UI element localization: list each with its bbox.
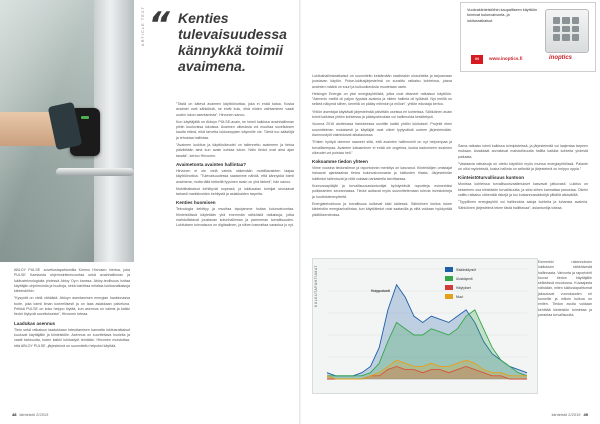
legend-label: Muut xyxy=(456,294,464,299)
paragraph: Esimerkki rakennuksen lukituksen sähköisestä hallinnasta. Valvonta ja raportointi tuovat tiedon käyttäjälle selkeässä muodossa. Kuvaajasta nähdään, miten lukitustapahtumat jakautuvat vuorokauden eri tunneille ja milloin kulkua on eniten. Tiedon avulla voidaan kehittää kiinteistön toimintaa ja parantaa turvallisuutta. xyxy=(538,260,592,317)
legend-item xyxy=(445,274,531,283)
paragraph: Sama ratkaisu toimii kaikissa toimipisteissä, ja järjestelmää voi laajentaa tarpeen mukaan. Asiakkaat arvostavat mahdollisuutta hallita kaikkia kohteita yhdestä paikasta. xyxy=(458,144,588,159)
chart-annotation: Huipputunti xyxy=(371,289,391,293)
door-reader-photo xyxy=(0,0,134,262)
paragraph: ABLOY PULSE -sovellustapahtumilla Kimmo Hirvosen hiertoa, joka PULSE Kaestosta ohjelmointineuvontaa sekä avainhallinnan ja lukitusteknologioita yhdessä Abloy Oy:n kanssa. Abloy-teollisuus hoitaa käyttäjän ohjelmointia ja huoltoja, sekä toimittaa erilaisia lukitusratkaisuja kiinteistöihin. xyxy=(14,268,130,294)
legend-label: Sisäänkäynnit xyxy=(456,267,476,272)
paragraph: ”Kysyntä on vielä vähäistä. Abloyn asentaminen energian hankinnassa tuote, joka toimii ilman koneellisesti ja on taas asiakkaan palveluna. Pelkkä PULSE on koko helppo löytää, kun asennus on valmis ja kaikki tiedot löytyvät sovelluksesta”, Hirvonen toteaa. xyxy=(14,296,130,317)
paragraph: Yhtiön asentajat käyttävät järjestelmää päivittäin useissa eri kohteissa. Sähköinen avain toimii kaikissa yhtiön kohteissa ja pääsyoikeuksia voi hallinnoida keskitetysti. xyxy=(312,109,452,120)
subheading: Kenties huomisen xyxy=(176,200,216,206)
paragraph: ”Tästä on kätevä avaimen käyttöönottaa, joka ei enää katoa. Koska avaimet ovat sähköisiä, ne eivät kulu, eikä niiden vaihtaminen vaadi uuden lukon asentamista”, Hirvonen sanoo. xyxy=(176,102,294,117)
footer-left xyxy=(12,412,48,417)
footer-right xyxy=(552,412,588,417)
ad-line: Vuokrakiinteistöihin kaupalliseen käyttöön xyxy=(467,8,538,12)
page-number-left: 48 xyxy=(12,412,17,417)
legend-label: Hälytykset xyxy=(456,285,471,290)
paragraph: ”Vastaavia ratkaisuja on otettu käyttöön myös muissa energiayhtiöissä. Palaute on ollut myönteistä, koska hallinta on selkeää ja järjestelmä on helppo oppia.” xyxy=(458,161,588,172)
ad-text xyxy=(467,8,539,24)
legend-swatch xyxy=(445,285,453,290)
door-frame xyxy=(94,0,134,262)
article-headline: Kenties tulevaisuudessa kännykkä toimii avaimena. xyxy=(178,10,287,74)
legend-item xyxy=(445,283,531,292)
paragraph: Teknologia kehittyy ja muuttaa tapojamme hoitaa kulunvalvontaa. Kiinteistöissä käytetään yhä enemmän sähköisiä ratkaisuja, jotka mahdollistavat joustavan kulunhallinnan ja paremman turvallisuuden. Lukituksen tulevaisuus on digitaalinen, ja siihen kannattaa varautua jo nyt. xyxy=(176,207,294,228)
paragraph: Mobiiliratkaisut kehittyvät nopeasti, ja lukitusalan toimijat seuraavat tarkasti markkinoiden kehitystä ja asiakkaiden tarpeita. xyxy=(176,186,294,197)
reader-led-icon xyxy=(81,116,89,119)
legend-item xyxy=(445,292,531,301)
column-1 xyxy=(14,268,130,408)
column-3 xyxy=(312,74,452,254)
quote-mark-icon: “ xyxy=(143,5,172,45)
paragraph: Helsingin Energia on yksi energiayhtiöistä, jotka ovat ottaneet ratkaisun käyttöön. ”Aiemmin meillä oli paljon fyysisiä avaimia ja niiden hallinta oli työlästä. Nyt meillä on selkeä näkymä siihen, kenellä on pääsy mihinkin ja milloin”, yhtiön edustaja kertoo. xyxy=(312,91,452,107)
legend-swatch xyxy=(445,276,453,281)
footer-left-text: kiinteistö 2/2019 xyxy=(19,412,49,417)
paragraph: Hirvonen ei ole vielä valmis näkemään mobiiliavainten laajaa käyttöönottoa. ”Tulevaisuudessa saatamme nähdä, että kännykkä toimii avaimena, mutta tällä hetkellä fyysinen avain on yhä tärkeä”, hän sanoo. xyxy=(176,168,294,184)
ad-line: lukitusratkaisut. xyxy=(467,18,494,23)
door-handle xyxy=(56,168,134,176)
paragraph: Energiatehokkuus ja turvallisuus kulkevat käsi kädessä. Sähköinen lukitus tukee kiinteistön energianhallintaa, kun käyttötiedot ovat saatavilla ja niitä voidaan hyödyntää päätöksenteossa. xyxy=(312,201,452,217)
paragraph: ”Avaimen luokitus ja käyttöoikeudet on tallennettu avaimeen ja tietoa päivitetään aina kun avain kohtaa lukon. Näin tiedot ovat aina ajan tasalla”, kertoo Hirvonen. xyxy=(176,143,294,158)
subheading: Avaimetonta avainten hallintaa? xyxy=(176,161,247,167)
page-gutter xyxy=(299,0,301,424)
ad-url-link[interactable]: www.inoptics.fi xyxy=(489,56,523,61)
chart-legend xyxy=(445,265,531,301)
advertisement xyxy=(460,2,596,72)
subheading: Laadukas asennus xyxy=(14,320,56,326)
footer-right-text: kiinteistö 2/2019 xyxy=(551,412,581,417)
paragraph: ”Eniten hyötyä olemme saaneet siitä, että avainten hallinnointi on nyt helpompaa ja turvallisempaa. Avainten katoaminen ei enää ole ongelma, koska kadonneen avaimen oikeudet voi poistaa heti.” xyxy=(312,140,452,155)
paragraph: Vuonna 2016 aloitetussa hankkeessa uusittiin kaikki yhtiön lukitukset. Projekti eteni suunnitelman mukaisesti ja käyttäjät ovat olleet tyytyväisiä uuteen järjestelmään. Asennustyöt valmistuivat aikataulussa. xyxy=(312,122,452,137)
ad-brand-logo: inoptics xyxy=(549,55,573,61)
paragraph: Kun käyttäjällä on Abloyn PULSE-avain, se toimii kaikissa avainhallinnan piiriin kuuluvissa lukoissa. Avaimen oikeuksia voi muuttaa sovelluksen kautta etänä, eikä tarvetta lukkoseppien käynnille ole. Tämä tuo säästöjä ja tehostaa hallintaa. xyxy=(176,119,294,140)
paragraph: ”Tyypillinen energiayhtiö voi hallinnoida satoja kohteita ja tuhansia avaimia. Sähköinen järjestelmä tekee tästä hallittavaa”, asiantuntija toteaa. xyxy=(458,200,588,210)
column-4 xyxy=(458,144,588,256)
paragraph: Monissa kohteissa turvallisuusvaatimukset kasvavat jatkuvasti. Lukitus on keskeinen osa kiinteistön turvallisuutta, ja siksi siihen kannattaa panostaa. Oikein valittu ratkaisu vähentää riskejä ja tuo kustannussäästöjä pitkällä aikavälillä. xyxy=(458,182,588,198)
legend-label: Uloskäynnit xyxy=(456,276,473,281)
access-events-chart xyxy=(312,258,538,394)
paragraph: Kunnossapitäjät ja turvallisuusasiantuntijat hyödyntävät raportteja esimerkiksi poikkeamien seurannassa. Tiedot auttavat myös suunnittelemaan tulevia investointeja ja huoltotoimenpiteitä. xyxy=(312,184,452,199)
page-number-right: 49 xyxy=(583,412,588,417)
legend-swatch xyxy=(445,294,453,299)
ad-logo-row xyxy=(467,55,591,67)
subheading: Kokoamme tiedon yhteen xyxy=(312,159,368,165)
vertical-tag: ARTICLE TEXT xyxy=(140,6,145,47)
keypad-icon xyxy=(553,17,579,41)
chart-y-label: KULKUTAPAHTUMAT xyxy=(314,265,318,308)
column-5-caption xyxy=(538,260,592,408)
paragraph: Viime vuosina tiedonsiirron ja raportoinnin merkitys on kasvanut. Kiinteistöjen omistajat haluavat ajantasaista tietoa kulunvalvonnasta ja lukitusten tilasta. Järjestelmän lokitiedot tallentuvat ja niitä voidaan tarkastella tarvittaessa. xyxy=(312,166,452,181)
column-2 xyxy=(176,102,294,408)
subheading: Kiinteistöturvallisuus kuntoon xyxy=(458,175,525,181)
legend-item xyxy=(445,265,531,274)
paragraph: Lukitushallintaratkaisut on suunniteltu kestämään vaativiakin olosuhteita ja tarjoamaan joustavan käytön. Pulse-lukitusjärjestelmä on suosittu ratkaisu kohteissa, joissa avainten määrä on suuri ja kulkuoikeuksia muutetaan usein. xyxy=(312,74,452,89)
legend-swatch xyxy=(445,267,453,272)
paragraph: Tieto sekä ratkaisun laadukkaan toteuttamisen kannalta lukitusratkaisut kuuluvat käyttäjälle ja kiinteistölle. Asennus on suoritettava huolella ja vaatii tarkkuutta, kuten kaikki lukitustyöt tehdään. Hirvonen muistuttaa, että ABLOY PULSE -järjestelmä on suunniteltu helpoksi käyttää. xyxy=(14,327,130,348)
ad-line: toimivat kulunvalvonta- ja xyxy=(467,13,510,18)
ad-badge-icon: IN xyxy=(471,55,483,64)
